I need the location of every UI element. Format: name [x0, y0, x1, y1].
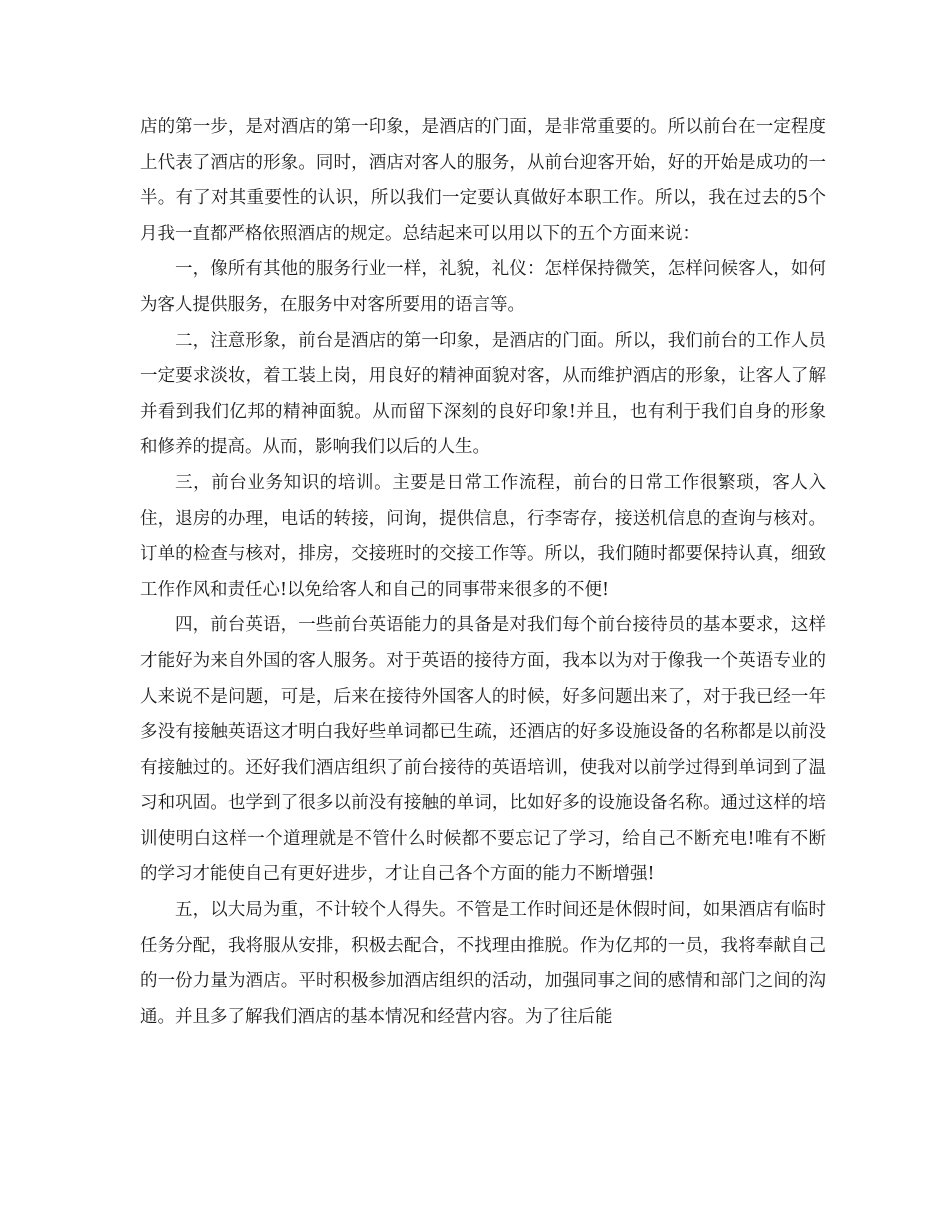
- paragraph-point-three: 三，前台业务知识的培训。主要是日常工作流程，前台的日常工作很繁琐，客人入住，退房的办理，电话的转接，问询，提供信息，行李寄存，接送机信息的查询与核对。订单的检查与核对，排房，交接班时的交接工作等。所以，我们随时都要保持认真，细致工作作风和责任心!以免给客人和自己的同事带来很多的不便!: [140, 472, 826, 600]
- paragraph-intro-continued: 店的第一步，是对酒店的第一印象，是酒店的门面，是非常重要的。所以前台在一定程度上代表了酒店的形象。同时，酒店对客人的服务，从前台迎客开始，好的开始是成功的一半。有了对其重要性的认识，所以我们一定要认真做好本职工作。所以，我在过去的5个月我一直都严格依照酒店的规定。总结起来可以用以下的五个方面来说：: [140, 117, 826, 244]
- paragraph-point-one: 一，像所有其他的服务行业一样，礼貌，礼仪：怎样保持微笑，怎样问候客人，如何为客人提供服务，在服务中对客所要用的语言等。: [140, 259, 826, 315]
- paragraph-point-four: 四，前台英语，一些前台英语能力的具备是对我们每个前台接待员的基本要求，这样才能好为来自外国的客人服务。对于英语的接待方面，我本以为对于像我一个英语专业的人来说不是问题，可是，后来在接待外国客人的时候，好多问题出来了，对于我已经一年多没有接触英语这才明白我好些单词都已生疏，还酒店的好多设施设备的名称都是以前没有接触过的。还好我们酒店组织了前台接待的英语培训，使我对以前学过得到单词到了温习和巩固。也学到了很多以前没有接触的单词，比如好多的设施设备名称。通过这样的培训使明白这样一个道理就是不管什么时候都不要忘记了学习，给自己不断充电!唯有不断的学习才能使自己有更好进步，才让自己各个方面的能力不断增强!: [140, 615, 826, 885]
- paragraph-point-two: 二，注意形象，前台是酒店的第一印象，是酒店的门面。所以，我们前台的工作人员一定要求淡妆，着工装上岗，用良好的精神面貌对客，从而维护酒店的形象，让客人了解并看到我们亿邦的精神面貌。从而留下深刻的良好印象!并且，也有利于我们自身的形象和修养的提高。从而，影响我们以后的人生。: [140, 330, 826, 458]
- paragraph-point-five: 五，以大局为重，不计较个人得失。不管是工作时间还是休假时间，如果酒店有临时任务分配，我将服从安排，积极去配合，不找理由推脱。作为亿邦的一员，我将奉献自己的一份力量为酒店。平时积极参加酒店组织的活动，加强同事之间的感情和部门之间的沟通。并且多了解我们酒店的基本情况和经营内容。为了往后能: [140, 900, 826, 1027]
- document-body: [140, 110, 826, 1035]
